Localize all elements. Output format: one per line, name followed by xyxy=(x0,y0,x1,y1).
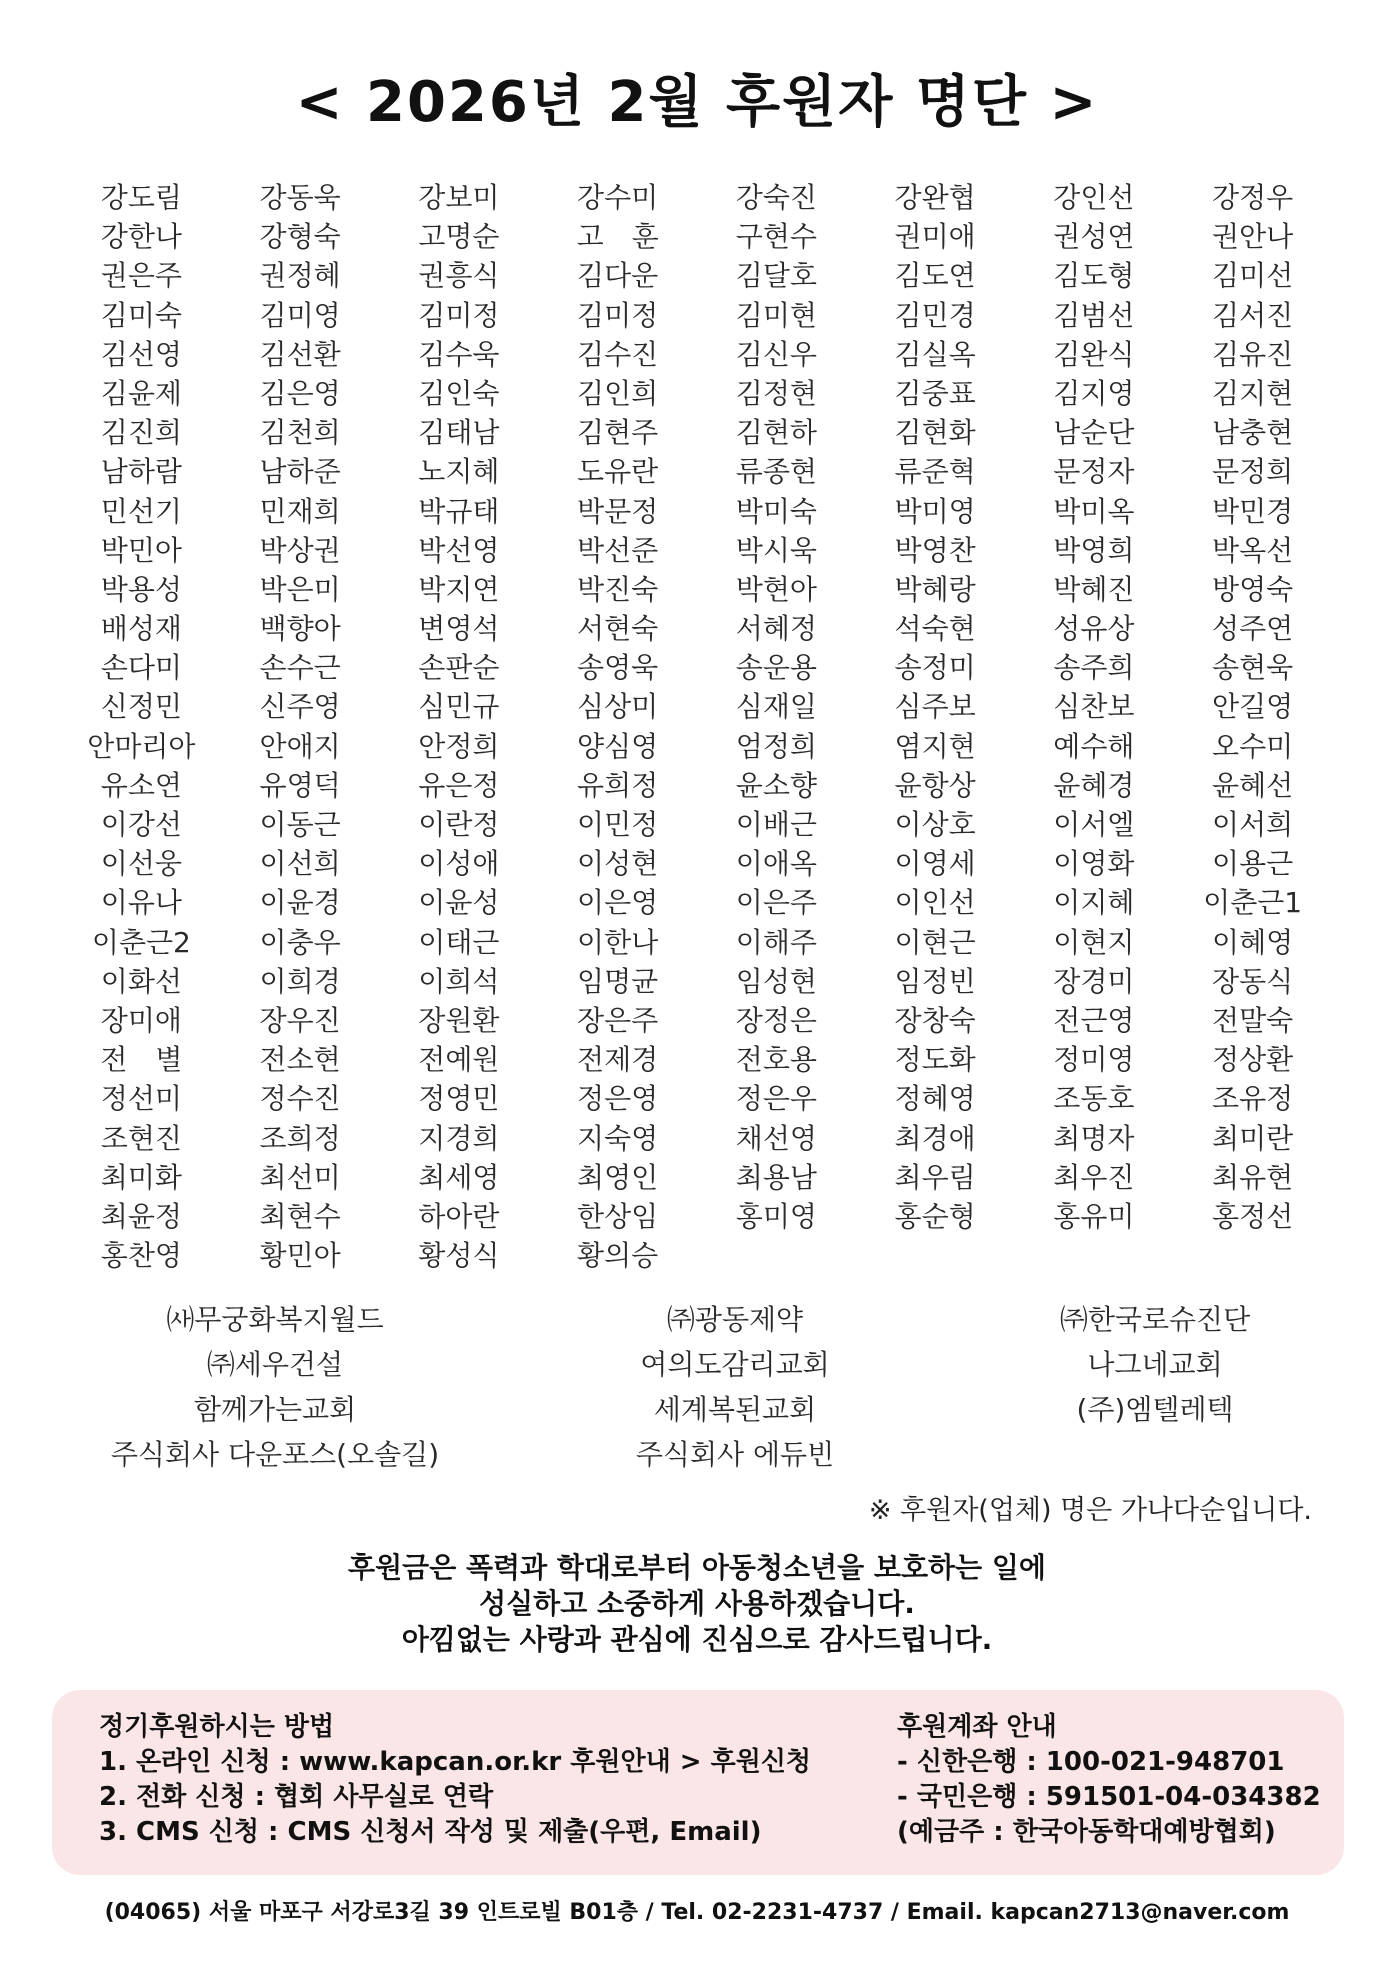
donor-name: 박민경 xyxy=(1212,494,1294,528)
donor-name: 심주보 xyxy=(894,690,976,724)
donor-name: 이춘근1 xyxy=(1203,886,1303,920)
donor-name: 박혜진 xyxy=(1053,572,1135,606)
donor-name: 김선환 xyxy=(259,337,341,371)
donor-name: 최윤정 xyxy=(100,1199,182,1233)
organization-name: 나그네교회 xyxy=(1087,1348,1223,1381)
donor-name: 권정혜 xyxy=(259,259,341,293)
donor-name: 고 훈 xyxy=(576,220,659,254)
donor-name: 유영덕 xyxy=(259,768,341,802)
donor-name: 이윤성 xyxy=(418,886,500,920)
donor-name: 성유상 xyxy=(1053,612,1135,646)
donor-name: 권흥식 xyxy=(418,259,500,293)
footer-contact: (04065) 서울 마포구 서강로3길 39 인트로빌 B01층 / Tel. 02-2231-4737 / Email. kapcan2713@naver.com xyxy=(104,1900,1290,1925)
donor-name: 윤항상 xyxy=(894,768,976,802)
donor-name: 조현진 xyxy=(100,1121,182,1155)
donor-name: 석숙현 xyxy=(894,612,976,646)
regular-giving-phone: 2. 전화 신청 : 협회 사무실로 연락 xyxy=(99,1782,494,1812)
donor-name: 김수진 xyxy=(577,337,659,371)
donor-name: 이선웅 xyxy=(100,847,182,881)
account-info-heading: 후원계좌 안내 xyxy=(897,1712,1057,1742)
donor-name: 안애지 xyxy=(259,729,341,763)
donor-name: 남충현 xyxy=(1212,416,1294,450)
organization-name xyxy=(960,1432,1350,1477)
donor-name: 장동식 xyxy=(1212,964,1294,998)
donor-name: 장미애 xyxy=(100,1003,182,1037)
donor-name: 조희정 xyxy=(259,1121,341,1155)
donor-name: 이해주 xyxy=(735,925,817,959)
donor-name: 이란정 xyxy=(418,808,500,841)
donor-name: 신주영 xyxy=(259,690,341,724)
donor-name: 김태남 xyxy=(418,416,500,450)
donor-name: 방영숙 xyxy=(1212,572,1294,606)
donor-name: 이인선 xyxy=(894,886,976,920)
donor-name: 박용성 xyxy=(100,572,182,606)
donor-name: 이한나 xyxy=(577,925,659,959)
donation-info-box xyxy=(52,1690,1344,1875)
donor-name: 강동욱 xyxy=(259,181,341,214)
donor-name: 박혜랑 xyxy=(894,572,976,606)
donor-name: 송운용 xyxy=(735,651,817,685)
organization-name: ㈜한국로슈진단 xyxy=(1059,1303,1251,1336)
donor-name: 최현수 xyxy=(259,1199,341,1233)
donor-name: 배성재 xyxy=(100,612,182,646)
donor-name: 최미란 xyxy=(1212,1121,1294,1155)
donor-name: 최선미 xyxy=(259,1160,341,1194)
donor-name: 김미숙 xyxy=(100,298,182,332)
donor-name: 장정은 xyxy=(735,1003,817,1037)
donor-name: 심재일 xyxy=(735,690,817,724)
donor-name: 장은주 xyxy=(577,1003,659,1037)
donor-name: 전근영 xyxy=(1053,1003,1135,1037)
donor-name: 이윤경 xyxy=(259,886,341,920)
donor-name: 김미현 xyxy=(735,298,817,332)
donor-name: 지숙영 xyxy=(577,1121,659,1155)
donor-name: 이화선 xyxy=(100,964,182,998)
donor-name: 심민규 xyxy=(418,690,500,724)
donor-name: 김서진 xyxy=(1212,298,1294,332)
donor-name: 김인희 xyxy=(577,376,659,410)
donor-name: 김미영 xyxy=(259,298,341,332)
donor-name: 박시욱 xyxy=(735,533,817,567)
organization-name: 주식회사 에듀빈 xyxy=(635,1438,835,1471)
donor-name: 도유란 xyxy=(577,455,659,489)
donor-name: 최세영 xyxy=(418,1160,500,1194)
donor-name: 박선영 xyxy=(418,533,500,567)
organization-name: (주)엠텔레텍 xyxy=(1076,1393,1234,1426)
donor-name: 이희석 xyxy=(418,964,500,998)
donor-name: 이은영 xyxy=(577,886,659,920)
donor-name: 강완협 xyxy=(894,181,976,214)
donor-name: 손다미 xyxy=(100,651,182,685)
donor-name: 이선희 xyxy=(259,847,341,881)
donor-name: 김중표 xyxy=(894,376,976,410)
donor-name: 장경미 xyxy=(1053,964,1135,998)
donor-name: 전제경 xyxy=(577,1043,659,1077)
donor-name: 최경애 xyxy=(894,1121,976,1155)
donor-name: 이지혜 xyxy=(1053,886,1135,920)
donor-name: 이동근 xyxy=(259,808,341,841)
donor-name: 김다운 xyxy=(577,259,659,293)
donor-name: 홍정선 xyxy=(1212,1199,1294,1233)
donor-name: 김미정 xyxy=(418,298,500,332)
donor-name: 박문정 xyxy=(577,494,659,528)
donor-name: 최용남 xyxy=(735,1160,817,1194)
donor-name: 박영찬 xyxy=(894,533,976,567)
donor-name: 김진희 xyxy=(100,416,182,450)
account-shinhan: - 신한은행 : 100-021-948701 xyxy=(897,1747,1285,1777)
donor-name: 하아란 xyxy=(418,1199,500,1233)
donor-name: 최우진 xyxy=(1053,1160,1135,1194)
donor-name: 홍순형 xyxy=(894,1199,976,1233)
donor-name: 강한나 xyxy=(100,220,182,254)
sort-order-note: ※ 후원자(업체) 명은 가나다순입니다. xyxy=(868,1495,1312,1526)
donor-name: 이강선 xyxy=(100,808,182,841)
donor-name: 박은미 xyxy=(259,572,341,606)
donor-name: 박현아 xyxy=(735,572,817,606)
donor-name: 김지현 xyxy=(1212,376,1294,410)
donor-name: 김달호 xyxy=(735,259,817,293)
regular-giving-cms: 3. CMS 신청 : CMS 신청서 작성 및 제출(우편, Email) xyxy=(99,1817,762,1847)
donor-name: 최명자 xyxy=(1053,1121,1135,1155)
donor-name: 이혜영 xyxy=(1212,925,1294,959)
donor-name: 권은주 xyxy=(100,259,182,293)
donor-name: 전예원 xyxy=(418,1043,500,1077)
donor-name: 윤혜선 xyxy=(1212,768,1294,802)
donor-name: 안정희 xyxy=(418,729,500,763)
organization-name: ㈜광동제약 xyxy=(666,1303,804,1336)
donor-name: 유은정 xyxy=(418,768,500,802)
donor-name: 남순단 xyxy=(1053,416,1135,450)
donor-name: 심상미 xyxy=(577,690,659,724)
donor-name: 윤소향 xyxy=(735,768,817,802)
donor-name: 염지현 xyxy=(894,729,976,763)
donor-name: 남하람 xyxy=(100,455,182,489)
donor-name: 백향아 xyxy=(259,612,341,646)
donor-name: 이태근 xyxy=(418,925,500,959)
donor-name: 이성애 xyxy=(418,847,500,881)
donor-name: 강도림 xyxy=(100,181,182,214)
donor-name: 손판순 xyxy=(418,651,500,685)
thanks-line: 아낌없는 사랑과 관심에 진심으로 감사드립니다. xyxy=(401,1623,993,1656)
donor-name: 김현하 xyxy=(735,416,817,450)
donor-name: 이민정 xyxy=(577,808,659,841)
donor-name: 강보미 xyxy=(418,181,500,214)
donor-name: 류종현 xyxy=(735,455,817,489)
donor-name: 김범선 xyxy=(1053,298,1135,332)
donor-name: 예수해 xyxy=(1053,729,1135,763)
donor-name: 민선기 xyxy=(100,494,182,528)
organization-grid xyxy=(40,1297,1350,1477)
donor-name: 장원환 xyxy=(418,1003,500,1037)
donor-name: 강형숙 xyxy=(259,220,341,254)
donor-name: 송주희 xyxy=(1053,651,1135,685)
donor-name: 전호용 xyxy=(735,1043,817,1077)
donor-name: 조유정 xyxy=(1212,1082,1294,1116)
donor-name: 전소현 xyxy=(259,1043,341,1077)
donor-name: 최우림 xyxy=(894,1160,976,1194)
donor-name: 홍유미 xyxy=(1053,1199,1135,1233)
donor-name: 박민아 xyxy=(100,533,182,567)
organization-name: ㈔무궁화복지월드 xyxy=(166,1303,384,1336)
donor-name: 박규태 xyxy=(418,494,500,528)
donor-name: 이현근 xyxy=(894,925,976,959)
donor-name: 김윤제 xyxy=(100,376,182,410)
donor-name: 이춘근2 xyxy=(91,925,191,959)
donor-name: 문정자 xyxy=(1053,455,1135,489)
donor-name: 오수미 xyxy=(1212,729,1294,763)
donor-name: 김유진 xyxy=(1212,337,1294,371)
donor-name: 변영석 xyxy=(418,612,500,646)
donor-name: 한상임 xyxy=(577,1199,659,1233)
donor-name: 이충우 xyxy=(259,925,341,959)
donor-name: 심찬보 xyxy=(1053,690,1135,724)
donor-name: 성주연 xyxy=(1212,612,1294,646)
donor-name: 임정빈 xyxy=(894,964,976,998)
donor-name: 조동호 xyxy=(1053,1082,1135,1116)
donor-name: 정은영 xyxy=(577,1082,659,1116)
donor-name: 이성현 xyxy=(577,847,659,881)
account-holder: (예금주 : 한국아동학대예방협회) xyxy=(897,1817,1276,1847)
donor-name: 신정민 xyxy=(100,690,182,724)
donor-name: 김미선 xyxy=(1212,259,1294,293)
donor-name: 채선영 xyxy=(735,1121,817,1155)
donor-name: 이상호 xyxy=(894,808,976,841)
donor-name: 김수욱 xyxy=(418,337,500,371)
donor-name: 김인숙 xyxy=(418,376,500,410)
donor-name: 이영세 xyxy=(894,847,976,881)
donor-name-grid xyxy=(62,178,1332,1275)
donor-name: 박선준 xyxy=(577,533,659,567)
donor-name: 김천희 xyxy=(259,416,341,450)
donor-name: 김미정 xyxy=(577,298,659,332)
donor-name: 박상권 xyxy=(259,533,341,567)
donor-name: 정은우 xyxy=(735,1082,817,1116)
regular-giving-heading: 정기후원하시는 방법 xyxy=(99,1712,335,1742)
organization-name: ㈜세우건설 xyxy=(206,1348,344,1381)
organization-name: 세계복된교회 xyxy=(653,1393,817,1426)
donor-name: 서혜정 xyxy=(735,612,817,646)
donor-name: 강수미 xyxy=(577,181,659,214)
donor-name: 김선영 xyxy=(100,337,182,371)
donor-name: 정상환 xyxy=(1212,1043,1294,1077)
donor-name: 정수진 xyxy=(259,1082,341,1116)
donor-name: 박미영 xyxy=(894,494,976,528)
donor-name: 임성현 xyxy=(735,964,817,998)
donor-name: 문정희 xyxy=(1212,455,1294,489)
donor-name: 이현지 xyxy=(1053,925,1135,959)
donor-name: 황성식 xyxy=(418,1239,500,1273)
donor-name: 서현숙 xyxy=(577,612,659,646)
donor-name: 김민경 xyxy=(894,298,976,332)
donor-name: 이용근 xyxy=(1212,847,1294,881)
donor-name: 이애옥 xyxy=(735,847,817,881)
donor-name: 이서엘 xyxy=(1053,808,1135,841)
donor-name: 이유나 xyxy=(100,886,182,920)
organization-name: 여의도감리교회 xyxy=(640,1348,830,1381)
donor-name: 홍찬영 xyxy=(100,1239,182,1273)
donor-name: 박미옥 xyxy=(1053,494,1135,528)
donor-name: 양심영 xyxy=(577,729,659,763)
donor-name: 강인선 xyxy=(1053,181,1135,214)
donor-name: 황의승 xyxy=(577,1239,659,1273)
regular-giving-online: 1. 온라인 신청 : www.kapcan.or.kr 후원안내 > 후원신청 xyxy=(99,1747,812,1777)
donor-name: 정선미 xyxy=(100,1082,182,1116)
donor-name: 이서희 xyxy=(1212,808,1294,841)
donor-name: 손수근 xyxy=(259,651,341,685)
donor-name: 안마리아 xyxy=(87,729,196,763)
donor-name: 송현욱 xyxy=(1212,651,1294,685)
donor-name: 장창숙 xyxy=(894,1003,976,1037)
donor-name: 최미화 xyxy=(100,1160,182,1194)
donor-name: 강숙진 xyxy=(735,181,817,214)
donor-name: 유소연 xyxy=(100,768,182,802)
donor-name: 이은주 xyxy=(735,886,817,920)
organization-name: 함께가는교회 xyxy=(193,1393,357,1426)
donor-name: 안길영 xyxy=(1212,690,1294,724)
donor-name: 박진숙 xyxy=(577,572,659,606)
donor-name: 이영화 xyxy=(1053,847,1135,881)
donor-name: 홍미영 xyxy=(735,1199,817,1233)
donor-name: 권미애 xyxy=(894,220,976,254)
donor-name: 임명균 xyxy=(577,964,659,998)
donor-name: 박미숙 xyxy=(735,494,817,528)
donor-name: 남하준 xyxy=(259,455,341,489)
donor-name: 김정현 xyxy=(735,376,817,410)
donor-name: 김현주 xyxy=(577,416,659,450)
donor-name: 최유현 xyxy=(1212,1160,1294,1194)
donor-name: 권성연 xyxy=(1053,220,1135,254)
donor-name: 김도연 xyxy=(894,259,976,293)
donor-name: 김완식 xyxy=(1053,337,1135,371)
donor-name: 장우진 xyxy=(259,1003,341,1037)
donor-name: 지경희 xyxy=(418,1121,500,1155)
regular-giving-section xyxy=(99,1710,811,1850)
donor-name: 정혜영 xyxy=(894,1082,976,1116)
donor-name: 황민아 xyxy=(259,1239,341,1273)
donor-name: 송정미 xyxy=(894,651,976,685)
donor-name: 박옥선 xyxy=(1212,533,1294,567)
donor-name: 윤혜경 xyxy=(1053,768,1135,802)
donor-name: 정영민 xyxy=(418,1082,500,1116)
thanks-line: 성실하고 소중하게 사용하겠습니다. xyxy=(479,1587,915,1620)
donor-name: 최영인 xyxy=(577,1160,659,1194)
donor-name: 이배근 xyxy=(735,808,817,841)
donor-name: 유희정 xyxy=(577,768,659,802)
donor-name: 정도화 xyxy=(894,1043,976,1077)
donor-name: 김지영 xyxy=(1053,376,1135,410)
donor-name: 엄정희 xyxy=(735,729,817,763)
donor-name: 류준혁 xyxy=(894,455,976,489)
account-kookmin: - 국민은행 : 591501-04-034382 xyxy=(897,1782,1321,1812)
donor-name: 강정우 xyxy=(1212,181,1294,214)
donor-name: 김도형 xyxy=(1053,259,1135,293)
donor-name: 전 별 xyxy=(100,1043,183,1077)
thanks-line: 후원금은 폭력과 학대로부터 아동청소년을 보호하는 일에 xyxy=(348,1551,1046,1584)
account-info-section xyxy=(897,1710,1321,1850)
donor-name: 민재희 xyxy=(259,494,341,528)
donor-name: 김신우 xyxy=(735,337,817,371)
donor-name: 김현화 xyxy=(894,416,976,450)
donor-name: 김은영 xyxy=(259,376,341,410)
thanks-message xyxy=(0,1550,1394,1658)
donor-name: 박영희 xyxy=(1053,533,1135,567)
donor-name: 송영욱 xyxy=(577,651,659,685)
page-title: < 2026년 2월 후원자 명단 > xyxy=(295,70,1099,135)
donor-name: 권안나 xyxy=(1212,220,1294,254)
donor-name: 구현수 xyxy=(735,220,817,254)
donor-name: 노지혜 xyxy=(418,455,500,489)
donor-name: 고명순 xyxy=(418,220,500,254)
donor-name: 이희경 xyxy=(259,964,341,998)
donor-name: 김실옥 xyxy=(894,337,976,371)
organization-name: 주식회사 다운포스(오솔길) xyxy=(110,1438,440,1471)
donor-name: 박지연 xyxy=(418,572,500,606)
donor-name: 정미영 xyxy=(1053,1043,1135,1077)
donor-name: 전말숙 xyxy=(1212,1003,1294,1037)
